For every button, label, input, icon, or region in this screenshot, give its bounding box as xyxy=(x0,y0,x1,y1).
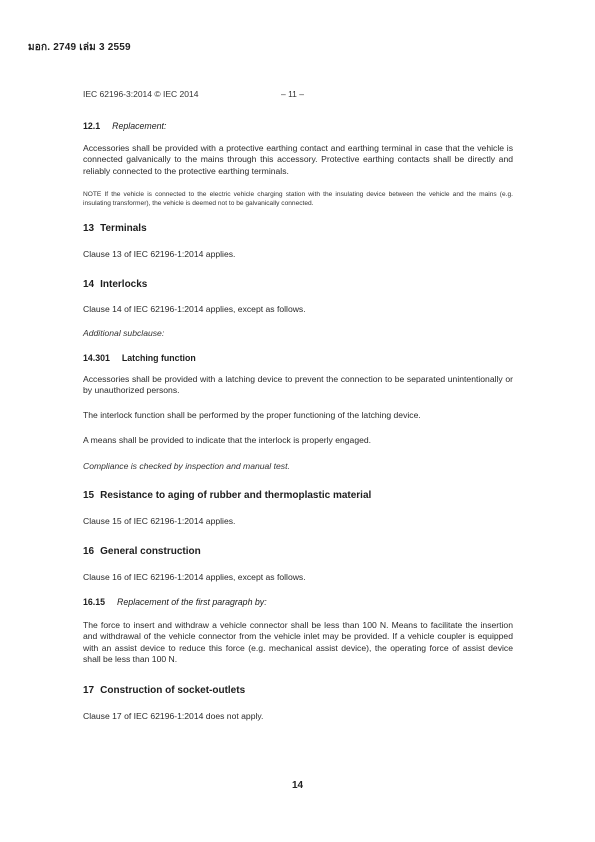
subclause-12-1-heading xyxy=(83,121,513,131)
paragraph: Clause 17 of IEC 62196-1:2014 does not apply. xyxy=(83,711,264,721)
subclause-number: 16.15 xyxy=(83,597,106,607)
paragraph: The force to insert and withdraw a vehicle connector shall be less than 100 N. Means to facilitate the insertion and withdrawal of the vehicle connector from the vehicle inlet may be provided. If a vehicle coupler is equipped with an assist device to reduce this force (e.g. mechanical assist device), the operating force of assist device shall be less than 100 N. xyxy=(83,620,513,664)
running-header-left: IEC 62196-3:2014 © IEC 2014 xyxy=(83,89,199,99)
clause-15-heading xyxy=(83,490,513,501)
paragraph: Accessories shall be provided with a protective earthing contact and earthing terminal in case that the vehicle is connected galvanically to the mains through this accessory. Protective earthing contacts shall be directly and reliably connected to the protective earthing terminals. xyxy=(83,143,513,176)
clause-17-heading xyxy=(83,685,513,696)
clause-number: 13 xyxy=(83,223,95,234)
clause-title: Interlocks xyxy=(100,279,148,290)
clause-16-heading xyxy=(83,546,513,557)
clause-number: 14 xyxy=(83,279,95,290)
subclause-title: Replacement: xyxy=(112,121,167,131)
additional-subclause-label: Additional subclause: xyxy=(83,328,165,338)
standard-number-label: มอก. 2749 เล่ม 3 2559 xyxy=(28,42,131,53)
clause-number: 17 xyxy=(83,685,95,696)
clause-title: Resistance to aging of rubber and thermoplastic material xyxy=(100,490,372,501)
subclause-number: 12.1 xyxy=(83,121,101,131)
paragraph: Clause 14 of IEC 62196-1:2014 applies, except as follows. xyxy=(83,304,306,314)
subclause-number: 14.301 xyxy=(83,353,110,363)
page-number: 14 xyxy=(291,780,304,791)
subclause-16-15-heading xyxy=(83,597,513,607)
compliance-statement: Compliance is checked by inspection and manual test. xyxy=(83,461,290,471)
paragraph: A means shall be provided to indicate that the interlock is properly engaged. xyxy=(83,435,372,445)
clause-title: Construction of socket-outlets xyxy=(100,685,246,696)
clause-title: Terminals xyxy=(100,223,147,234)
clause-title: General construction xyxy=(100,546,201,557)
paragraph: Accessories shall be provided with a latching device to prevent the connection to be separated unintentionally or by unauthorized persons. xyxy=(83,374,513,396)
subclause-title: Replacement of the first paragraph by: xyxy=(117,597,267,607)
subclause-title: Latching function xyxy=(121,353,196,363)
clause-13-heading xyxy=(83,223,513,234)
clause-number: 16 xyxy=(83,546,95,557)
paragraph: Clause 16 of IEC 62196-1:2014 applies, except as follows. xyxy=(83,572,306,582)
clause-14-heading xyxy=(83,279,513,290)
running-header-page: – 11 – xyxy=(281,89,305,99)
note: NOTE If the vehicle is connected to the electric vehicle charging station with the insulating device between the vehicle and the mains (e.g. insulating transformer), the vehicle is deemed not to be galvanically connected. xyxy=(83,191,513,207)
paragraph: Clause 13 of IEC 62196-1:2014 applies. xyxy=(83,249,236,259)
subclause-14-301-heading xyxy=(83,353,513,363)
paragraph: The interlock function shall be performed by the proper functioning of the latching device. xyxy=(83,410,421,420)
paragraph: Clause 15 of IEC 62196-1:2014 applies. xyxy=(83,516,236,526)
clause-number: 15 xyxy=(83,490,95,501)
